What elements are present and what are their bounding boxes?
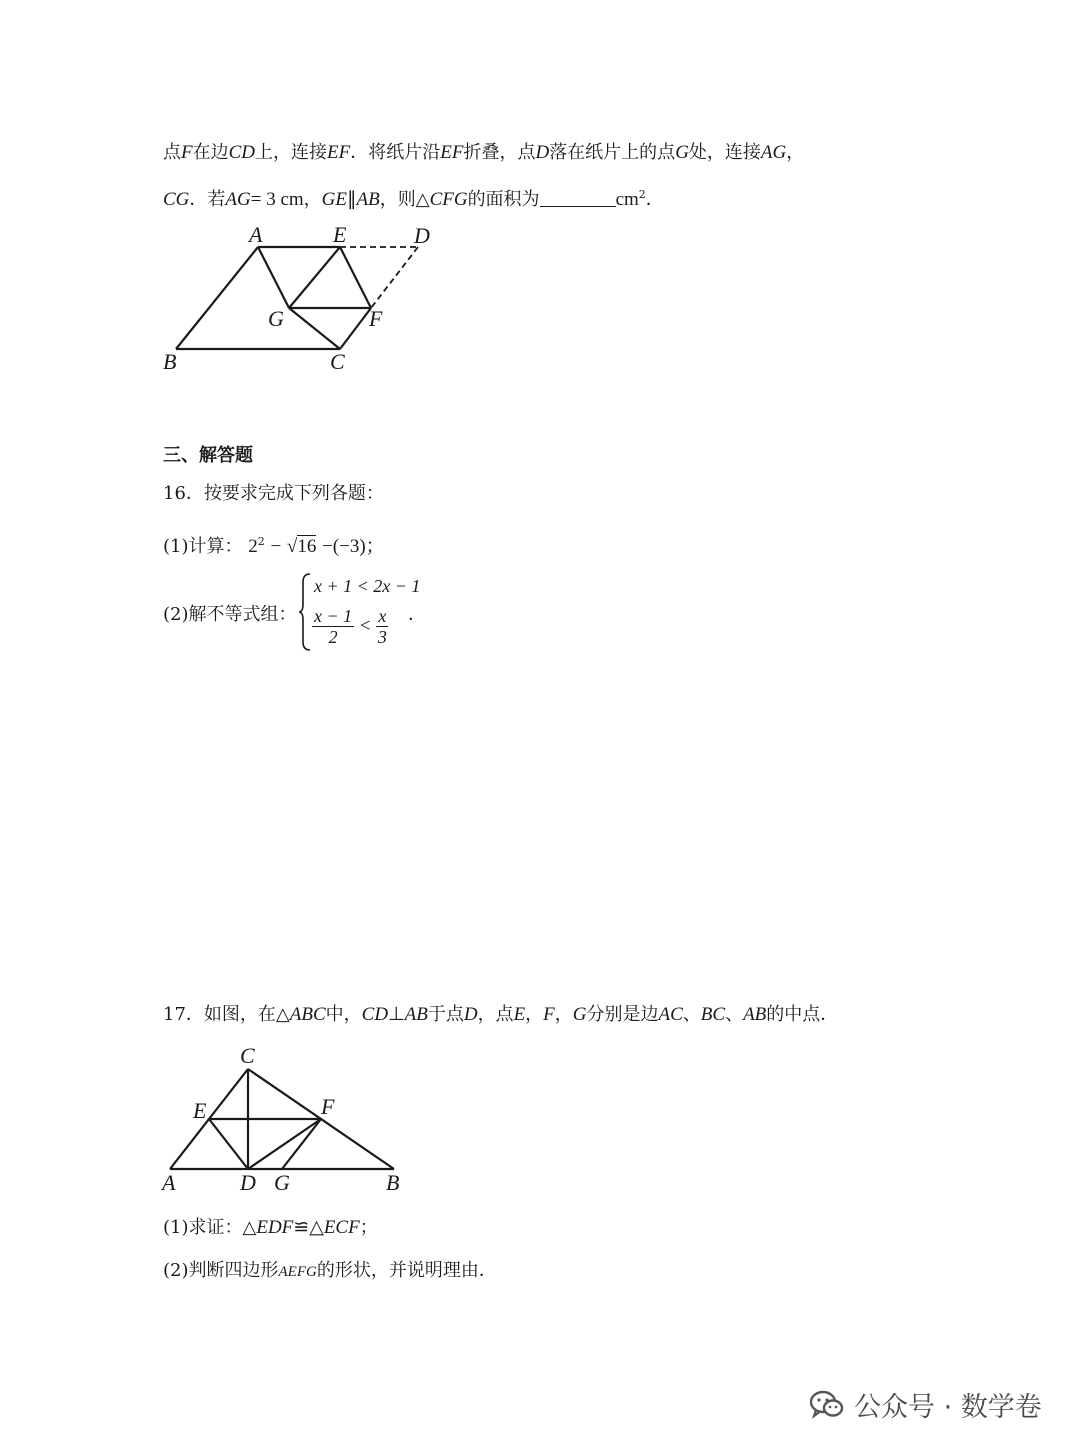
segment-FC [340,308,371,349]
segment-DF [248,1119,321,1169]
segment-EG [289,247,340,308]
label-C: C [240,1043,255,1068]
label-A: A [162,1170,176,1195]
q17-part1: (1)求证：△EDF≌△ECF； [163,1217,378,1238]
dashed-DF [371,247,418,308]
label-D: D [414,223,430,248]
label-E: E [193,1098,207,1123]
section-title: 三、解答题 [163,445,253,466]
label-G: G [268,306,284,331]
inequality-1: x + 1 < 2x − 1 [314,576,421,596]
q16-part2-label: (2)解不等式组： [163,604,297,625]
left-brace [298,572,312,652]
segment-AG [258,247,289,308]
q17-triangle-figure [150,1040,420,1200]
label-B: B [386,1170,400,1195]
label-D: D [240,1170,256,1195]
q16-part1: (1)计算： $2^2 - √16 -(-3)$； [163,535,385,557]
label-G: G [274,1170,290,1195]
segment-GC [289,308,340,349]
q17-stem: 17．如图，在△ABC中，CD⊥AB于点D，点E，F，G分别是边AC、BC、AB的中点． [163,1004,839,1025]
sqrt-symbol: √ [286,536,298,557]
q15-line1: 点F在边CD上，连接EF．将纸片沿EF折叠，点D落在纸片上的点G处，连接AG， [163,142,805,163]
answer-blank [540,188,616,207]
label-E: E [333,222,347,247]
q15-parallelogram-figure [150,220,450,380]
q17-part2: (2)判断四边形AEFG的形状，并说明理由． [163,1260,497,1281]
footer-watermark: 公众号 · 数学卷 [810,1385,1042,1424]
label-B: B [163,349,177,374]
segment-ED [209,1119,248,1169]
segment-FG [282,1119,321,1169]
label-F: F [321,1094,335,1119]
label-A: A [249,222,263,247]
segment-AB [176,247,258,349]
q16-stem: 16．按要求完成下列各题： [163,483,384,504]
q15-line2: CG．若AG= 3 cm，GE∥AB，则△CFG的面积为 $cm^2$． [163,188,664,210]
segment-EF [340,247,371,308]
inequality-2: $\frac{x - 1}{2}$ < $\frac{x}{3}$ [314,606,387,647]
wechat-icon [810,1390,844,1420]
label-C: C [330,349,345,374]
q16-part2-end: ． [408,604,426,625]
label-F: F [369,306,383,331]
